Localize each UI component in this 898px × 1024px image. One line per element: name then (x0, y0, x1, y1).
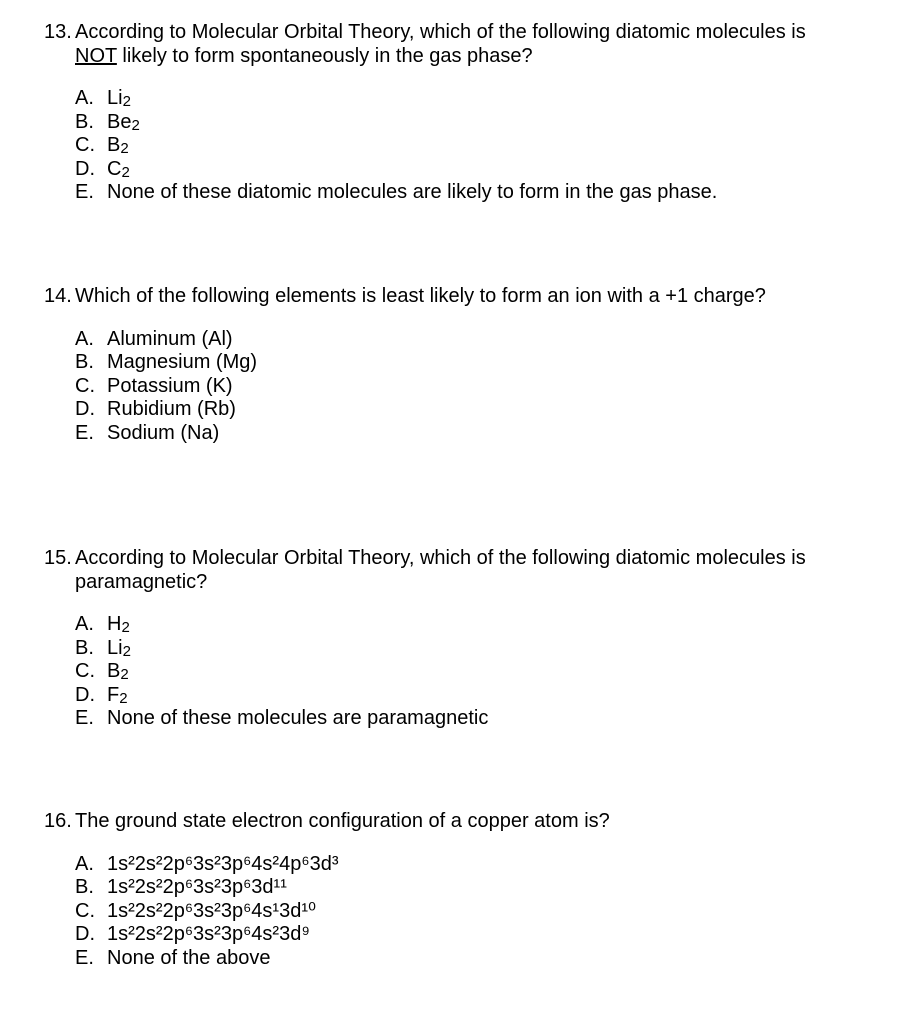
option-letter: E. (75, 421, 94, 444)
option-letter: E. (75, 946, 94, 969)
option-text (107, 181, 717, 205)
option-letter: B. (75, 110, 94, 133)
option-letter: C. (75, 134, 95, 156)
option-text-subscript: 2 (131, 116, 140, 134)
option-letter: A. (75, 327, 94, 350)
question-14-option-b[interactable] (75, 351, 864, 375)
option-text-subscript: 2 (122, 93, 131, 110)
question-13-text (75, 21, 864, 68)
option-text-main: B (107, 134, 121, 156)
question-13-stem (44, 21, 864, 68)
option-text-main: None of these diatomic molecules are likely to form in the gas phase. (107, 181, 718, 203)
question-14-option-a[interactable] (75, 328, 864, 352)
question-16-number: 16. (44, 810, 72, 832)
option-text-main: B (107, 660, 121, 682)
option-text: 1s²2s²2p⁶3s²3p⁶4s¹3d¹⁰ (107, 899, 317, 922)
option-letter: C. (75, 660, 95, 682)
question-16-options (75, 853, 864, 971)
option-letter: B. (75, 351, 94, 373)
question-14-option-c[interactable] (75, 375, 864, 399)
question-13-option-c[interactable] (75, 134, 864, 158)
option-text (107, 684, 128, 708)
question-15 (44, 547, 864, 731)
option-text (107, 111, 140, 135)
option-text-main: C (107, 157, 122, 180)
option-text: Sodium (Na) (107, 421, 220, 444)
question-15-text: According to Molecular Orbital Theory, which of the following diatomic molecules is paramagnetic? (75, 547, 806, 593)
option-letter: A. (75, 852, 94, 875)
question-16-option-c[interactable] (75, 900, 864, 924)
option-text (107, 707, 488, 731)
option-text: 1s²2s²2p⁶3s²3p⁶4s²4p⁶3d³ (107, 852, 339, 875)
option-text: Magnesium (Mg) (107, 351, 258, 373)
option-text-subscript: 2 (120, 666, 129, 683)
option-text-main: Li (107, 87, 123, 109)
option-text-subscript: 2 (119, 689, 128, 707)
question-14-text: Which of the following elements is least likely to form an ion with a +1 charge? (75, 285, 766, 307)
question-14 (44, 285, 864, 445)
option-letter: B. (75, 876, 94, 898)
option-letter: B. (75, 636, 94, 659)
option-letter: D. (75, 683, 95, 706)
question-16-option-b[interactable] (75, 876, 864, 900)
option-text (107, 87, 131, 111)
question-15-number: 15. (44, 547, 72, 569)
option-letter: C. (75, 374, 95, 397)
option-text (107, 134, 129, 158)
option-text-main: None of these molecules are paramagnetic (107, 707, 489, 729)
option-letter: E. (75, 181, 94, 203)
question-14-options (75, 328, 864, 446)
question-13-text-part1: According to Molecular Orbital Theory, which of the following diatomic molecules is (75, 21, 806, 43)
option-letter: D. (75, 398, 95, 420)
option-text-main: F (107, 683, 120, 706)
question-14-option-d[interactable] (75, 398, 864, 422)
option-text: 1s²2s²2p⁶3s²3p⁶4s²3d⁹ (107, 923, 310, 945)
option-text: Potassium (K) (107, 374, 233, 397)
question-13-number: 13. (44, 21, 72, 43)
option-letter: D. (75, 923, 95, 945)
question-13-options (75, 87, 864, 205)
question-15-stem (44, 547, 864, 594)
question-15-option-b[interactable] (75, 637, 864, 661)
option-letter: E. (75, 707, 94, 729)
option-text-subscript: 2 (120, 140, 129, 157)
option-text (107, 613, 130, 637)
option-text: Rubidium (Rb) (107, 398, 236, 420)
option-text-main: Be (107, 110, 132, 133)
option-text-subscript: 2 (122, 642, 131, 660)
question-16-option-e[interactable] (75, 947, 864, 971)
option-letter: A. (75, 87, 94, 109)
question-16 (44, 810, 864, 970)
question-13-option-a[interactable] (75, 87, 864, 111)
question-16-option-d[interactable] (75, 923, 864, 947)
question-14-option-e[interactable] (75, 422, 864, 446)
question-13-option-e[interactable] (75, 181, 864, 205)
question-16-option-a[interactable] (75, 853, 864, 877)
option-text-main: Li (107, 636, 123, 659)
question-15-option-e[interactable] (75, 707, 864, 731)
question-13-text-part2: likely to form spontaneously in the gas phase? (116, 44, 533, 67)
option-text: 1s²2s²2p⁶3s²3p⁶3d¹¹ (107, 876, 287, 898)
question-16-text: The ground state electron configuration of a copper atom is? (75, 810, 610, 832)
question-15-option-c[interactable] (75, 660, 864, 684)
option-text-subscript: 2 (121, 163, 130, 181)
question-15-option-d[interactable] (75, 684, 864, 708)
question-16-stem (44, 810, 864, 834)
option-text-subscript: 2 (121, 619, 130, 636)
question-13-option-b[interactable] (75, 111, 864, 135)
question-13-emphasis: NOT (75, 44, 117, 67)
option-letter: C. (75, 899, 95, 922)
option-text (107, 158, 130, 182)
option-text-main: H (107, 613, 122, 635)
option-text (107, 660, 129, 684)
question-15-option-a[interactable] (75, 613, 864, 637)
question-13-option-d[interactable] (75, 158, 864, 182)
option-text: Aluminum (Al) (107, 327, 233, 350)
question-14-stem (44, 285, 864, 309)
option-letter: A. (75, 613, 94, 635)
option-letter: D. (75, 157, 95, 180)
question-14-number: 14. (44, 285, 72, 307)
option-text (107, 637, 131, 661)
question-15-options (75, 613, 864, 731)
option-text: None of the above (107, 946, 271, 969)
question-13 (44, 21, 864, 205)
